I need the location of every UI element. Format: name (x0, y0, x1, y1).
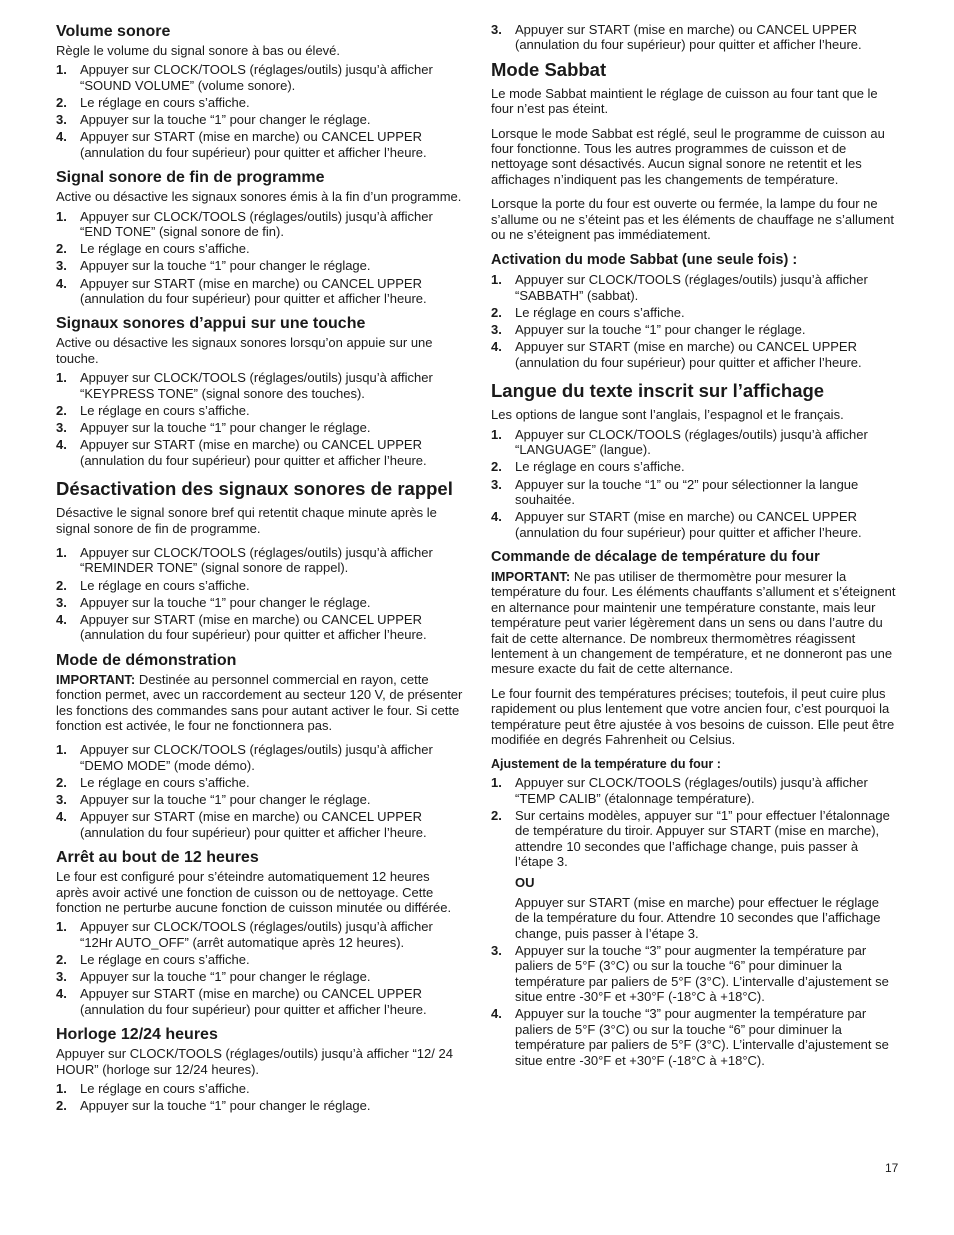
step-number: 1. (56, 544, 67, 560)
step-number: 4. (56, 809, 67, 825)
steps-list (491, 427, 896, 540)
step-number: 1. (491, 426, 502, 442)
step-number: 2. (56, 774, 67, 790)
section-title: Signal sonore de fin de programme (56, 169, 325, 187)
left-column (56, 22, 464, 1120)
step-text: Appuyer sur START (mise en marche) ou CANCEL UPPER (annulation du four supérieur) pour quitter et afficher l’heure. (80, 611, 427, 643)
step-number: 1. (491, 272, 502, 288)
steps-list (491, 272, 896, 370)
list-item (56, 595, 464, 610)
steps-list (491, 22, 896, 53)
list-item (56, 370, 464, 401)
step-text: Appuyer sur CLOCK/TOOLS (réglages/outils) jusqu’à afficher “SABBATH” (sabbat). (515, 272, 868, 303)
step-text: Appuyer sur START (mise en marche) ou CANCEL UPPER (annulation du four supérieur) pour quitter et afficher l’heure. (80, 275, 427, 307)
list-item (491, 943, 896, 1005)
section-volume (56, 22, 464, 160)
list-item (56, 969, 464, 984)
step-number: 3. (56, 420, 67, 436)
subsection-title: Activation du mode Sabbat (une seule fois) : (491, 252, 798, 269)
step-text: Appuyer sur la touche “1” pour changer le réglage. (80, 792, 371, 808)
step-number: 2. (56, 241, 67, 257)
important-note (56, 672, 464, 734)
step-text: Le réglage en cours s’affiche. (80, 1081, 250, 1097)
section-description: Règle le volume du signal sonore à bas ou élevé. (56, 43, 341, 58)
section-title: Signaux sonores d’appui sur une touche (56, 315, 366, 333)
steps-list (56, 62, 464, 160)
list-item (491, 22, 896, 53)
important-label: IMPORTANT: (56, 671, 136, 687)
step-text: Appuyer sur CLOCK/TOOLS (réglages/outils) jusqu’à afficher “KEYPRESS TONE” (signal sonore des touches). (80, 370, 433, 401)
list-item (56, 62, 464, 93)
page-number: 17 (885, 1161, 899, 1175)
list-item (56, 1081, 464, 1096)
section-description: Désactive le signal sonore bref qui retentit chaque minute après le signal sonore de fin de programme. (56, 505, 437, 536)
list-item (491, 477, 896, 508)
list-item (491, 272, 896, 303)
list-item (56, 578, 464, 593)
step-number: 3. (491, 476, 502, 492)
list-item (56, 403, 464, 418)
step-number: 2. (56, 402, 67, 418)
list-item (56, 986, 464, 1017)
step-number: 1. (56, 919, 67, 935)
list-item (491, 509, 896, 540)
step-number: 2. (491, 808, 502, 824)
list-item (56, 919, 464, 950)
step-text: Appuyer sur CLOCK/TOOLS (réglages/outils) jusqu’à afficher “SOUND VOLUME” (volume sonore). (80, 62, 433, 93)
list-item (56, 545, 464, 576)
step-number: 4. (491, 339, 502, 355)
paragraph: Lorsque la porte du four est ouverte ou fermée, la lampe du four ne s’allume ou ne s’éteint pas et les éléments de chauffage ne s’allument ou ne s’éteignent pas immédiatement. (491, 196, 895, 243)
section-description: Les options de langue sont l’anglais, l’espagnol et le français. (491, 407, 844, 423)
step-text: Appuyer sur START (mise en marche) ou CANCEL UPPER (annulation du four supérieur) pour quitter et afficher l’heure. (80, 437, 427, 468)
step-text: Appuyer sur la touche “1” ou “2” pour sélectionner la langue souhaitée. (515, 476, 859, 507)
step-number: 3. (56, 969, 67, 985)
step-text: Le réglage en cours s’affiche. (80, 774, 250, 790)
list-item (56, 95, 464, 110)
list-item (491, 339, 896, 370)
step-text: Le réglage en cours s’affiche. (80, 952, 250, 968)
step-text: Appuyer sur la touche “1” pour changer le réglage. (80, 1098, 371, 1114)
step-number: 3. (491, 322, 502, 338)
step-text: Appuyer sur START (mise en marche) ou CANCEL UPPER (annulation du four supérieur) pour quitter et afficher l’heure. (515, 509, 862, 540)
list-item (56, 258, 464, 273)
step-text: Appuyer sur la touche “3” pour augmenter la température par paliers de 5°F (3°C) ou sur la touche “6” pour diminuer la température par paliers de 5°F (3°C). L’intervalle d’ajustement se situe entre -30°F et +30°F (-18°C à +18°C). (515, 1006, 889, 1068)
section-title: Langue du texte inscrit sur l’affichage (491, 380, 825, 402)
list-item (56, 742, 464, 773)
step-number: 2. (56, 952, 67, 968)
step-number: 4. (56, 275, 67, 291)
step-text: Le réglage en cours s’affiche. (80, 402, 250, 418)
section-keypress (56, 314, 464, 468)
step-text: Appuyer sur CLOCK/TOOLS (réglages/outils) jusqu’à afficher “END TONE” (signal sonore de fin). (80, 208, 433, 240)
step-number: 4. (56, 611, 67, 627)
section-description: Le four est configuré pour s’éteindre automatiquement 12 heures après avoir activé une fonction de cuisson ou de nettoyage. Cette fonction ne perturbe aucune fonction de cuisson minutée ou différée. (56, 869, 452, 916)
section-description: Active ou désactive les signaux sonores lorsqu’on appuie sur une touche. (56, 335, 433, 366)
steps-list (491, 775, 896, 1068)
section-description: Appuyer sur CLOCK/TOOLS (réglages/outils) jusqu’à afficher “12/ 24 HOUR” (horloge sur 12/24 heures). (56, 1046, 453, 1077)
step-number: 1. (56, 62, 67, 78)
section-title: Commande de décalage de température du four (491, 548, 820, 565)
list-item (491, 808, 896, 941)
step-number: 1. (56, 1081, 67, 1097)
section-title: Désactivation des signaux sonores de rappel (56, 478, 453, 500)
step-text: Appuyer sur CLOCK/TOOLS (réglages/outils) jusqu’à afficher “LANGUAGE” (langue). (515, 426, 868, 458)
step-text: Le réglage en cours s’affiche. (515, 305, 685, 321)
step-text: Sur certains modèles, appuyer sur “1” pour effectuer l’étalonnage de température du tiroir. Appuyer sur START (mise en marche), attendre 10 secondes que l’affichage change, puis passer à l’étape 3. (515, 808, 890, 870)
step-number: 2. (491, 305, 502, 321)
steps-list (56, 209, 464, 307)
section-description: Active ou désactive les signaux sonores émis à la fin d’un programme. (56, 189, 462, 205)
list-item (56, 437, 464, 468)
list-item (56, 809, 464, 840)
step-number: 4. (491, 509, 502, 525)
section-temp-offset (491, 548, 896, 1068)
step-number: 1. (56, 208, 67, 224)
step-number: 3. (56, 258, 67, 274)
list-item (491, 305, 896, 320)
step-number: 1. (56, 742, 67, 758)
list-item (491, 322, 896, 337)
section-title: Volume sonore (56, 23, 171, 40)
step-number: 2. (491, 459, 502, 475)
list-item (56, 1098, 464, 1113)
list-item (56, 420, 464, 435)
important-note (491, 569, 896, 677)
step-text: Appuyer sur la touche “1” pour changer le réglage. (80, 594, 371, 610)
list-item (56, 209, 464, 240)
or-label: OU (515, 874, 535, 890)
step-text: Appuyer sur START (mise en marche) ou CANCEL UPPER (annulation du four supérieur) pour quitter et afficher l’heure. (515, 339, 862, 370)
steps-list (56, 1081, 464, 1114)
step-number: 4. (56, 986, 67, 1002)
step-text: Appuyer sur START (mise en marche) ou CANCEL UPPER (annulation du four supérieur) pour quitter et afficher l’heure. (80, 809, 427, 840)
section-sabbath (491, 59, 896, 370)
section-title: Arrêt au bout de 12 heures (56, 849, 259, 867)
step-text: Le réglage en cours s’affiche. (80, 241, 250, 257)
list-item (56, 241, 464, 256)
step-text: Appuyer sur la touche “1” pour changer le réglage. (80, 258, 371, 274)
step-number: 3. (56, 112, 67, 128)
step-number: 2. (56, 577, 67, 593)
section-title: Mode Sabbat (491, 58, 607, 80)
step-number: 4. (56, 129, 67, 145)
list-item (56, 775, 464, 790)
important-text: Ne pas utiliser de thermomètre pour mesurer la température du four. Les éléments chauffants s’allument et s’éteignent en alternance pour maintenir une température constante, mais leur température peut varier légèrement dans un sens ou dans l’autre du fait de cette alternance. De nombreux thermomètres réagissent lentement à un changement de température, et ne donneront pas une mesure exacte du fait de cette alternance. (491, 568, 896, 677)
important-text: Destinée au personnel commercial en rayon, cette fonction permet, avec un raccordement au secteur 120 V, de présenter les fonctions des commandes sans pour autant activer le four. Si cette fonction est activée, le four ne fonctionnera pas. (56, 671, 463, 733)
section-demo (56, 651, 464, 840)
step-text: Appuyer sur CLOCK/TOOLS (réglages/outils) jusqu’à afficher “DEMO MODE” (mode démo). (80, 742, 433, 773)
list-item (491, 427, 896, 458)
step-text: Appuyer sur START (mise en marche) ou CANCEL UPPER (annulation du four supérieur) pour quitter et afficher l’heure. (80, 129, 427, 160)
list-item (491, 1006, 896, 1068)
steps-list (56, 919, 464, 1017)
section-reminder (56, 478, 464, 643)
section-clock (56, 1025, 464, 1113)
step-number: 2. (56, 95, 67, 111)
step-text: Le réglage en cours s’affiche. (80, 577, 250, 593)
section-auto-off (56, 848, 464, 1017)
subsection-title: Ajustement de la température du four : (491, 757, 721, 772)
step-text-alt: Appuyer sur START (mise en marche) pour effectuer le réglage de la température du four. Attendre 10 secondes que l’affichage change, puis passer à l’étape 3. (515, 895, 881, 941)
section-end-tone (56, 168, 464, 306)
section-language (491, 380, 896, 540)
step-text: Appuyer sur START (mise en marche) ou CANCEL UPPER (annulation du four supérieur) pour quitter et afficher l’heure. (80, 986, 427, 1017)
step-text: Appuyer sur CLOCK/TOOLS (réglages/outils) jusqu’à afficher “12Hr AUTO_OFF” (arrêt automatique après 12 heures). (80, 919, 433, 950)
list-item (56, 112, 464, 127)
step-number: 4. (56, 437, 67, 453)
step-text: Appuyer sur CLOCK/TOOLS (réglages/outils) jusqu’à afficher “REMINDER TONE” (signal sonore de rappel). (80, 544, 433, 576)
step-number: 3. (56, 792, 67, 808)
step-number: 3. (491, 22, 502, 37)
step-number: 1. (56, 370, 67, 386)
step-text: Appuyer sur la touche “1” pour changer le réglage. (80, 112, 371, 128)
step-number: 3. (56, 594, 67, 610)
step-text: Appuyer sur la touche “1” pour changer le réglage. (80, 969, 371, 985)
step-text: Le réglage en cours s’affiche. (515, 459, 685, 475)
list-item (56, 792, 464, 807)
steps-list (56, 742, 464, 840)
list-item (56, 612, 464, 643)
section-title: Horloge 12/24 heures (56, 1026, 218, 1044)
list-item (491, 775, 896, 806)
step-text: Appuyer sur la touche “1” pour changer le réglage. (515, 322, 806, 338)
section-title: Mode de démonstration (56, 651, 237, 669)
step-text: Appuyer sur START (mise en marche) ou CANCEL UPPER (annulation du four supérieur) pour quitter et afficher l’heure. (515, 22, 862, 53)
list-item (56, 952, 464, 967)
step-number: 1. (491, 775, 502, 791)
step-text: Appuyer sur la touche “3” pour augmenter la température par paliers de 5°F (3°C) ou sur la touche “6” pour diminuer la température par paliers de 5°F (3°C). L’intervalle d’ajustement se situe entre -30°F et +30°F (-18°C à +18°C). (515, 943, 889, 1005)
steps-list (56, 545, 464, 643)
right-column (491, 22, 896, 1074)
step-text: Appuyer sur la touche “1” pour changer le réglage. (80, 420, 371, 436)
steps-list (56, 370, 464, 468)
list-item (491, 459, 896, 474)
step-number: 2. (56, 1098, 67, 1114)
list-item (56, 129, 464, 160)
important-label: IMPORTANT: (491, 568, 571, 584)
paragraph: Le four fournit des températures précises; toutefois, il peut cuire plus rapidement ou plus lentement que votre ancien four, c’est pourquoi la température peut être ajustée à vos besoins de cuisson. Elle peut être modifiée en degrés Fahrenheit ou Celsius. (491, 685, 895, 747)
paragraph: Lorsque le mode Sabbat est réglé, seul le programme de cuisson au four fonctionne. Tous les autres programmes de cuisson et de nettoyage sont désactivés. Aucun signal sonore ne retentit et les affichages n’indiquent pas les changements de température. (491, 125, 885, 187)
step-text: Le réglage en cours s’affiche. (80, 95, 250, 111)
step-text: Appuyer sur CLOCK/TOOLS (réglages/outils) jusqu’à afficher “TEMP CALIB” (étalonnage température). (515, 775, 868, 806)
step-number: 3. (491, 943, 502, 959)
paragraph: Le mode Sabbat maintient le réglage de cuisson au four tant que le four n’est pas éteint. (491, 85, 878, 117)
section-continued (491, 22, 896, 53)
list-item (56, 276, 464, 307)
step-number: 4. (491, 1006, 502, 1022)
